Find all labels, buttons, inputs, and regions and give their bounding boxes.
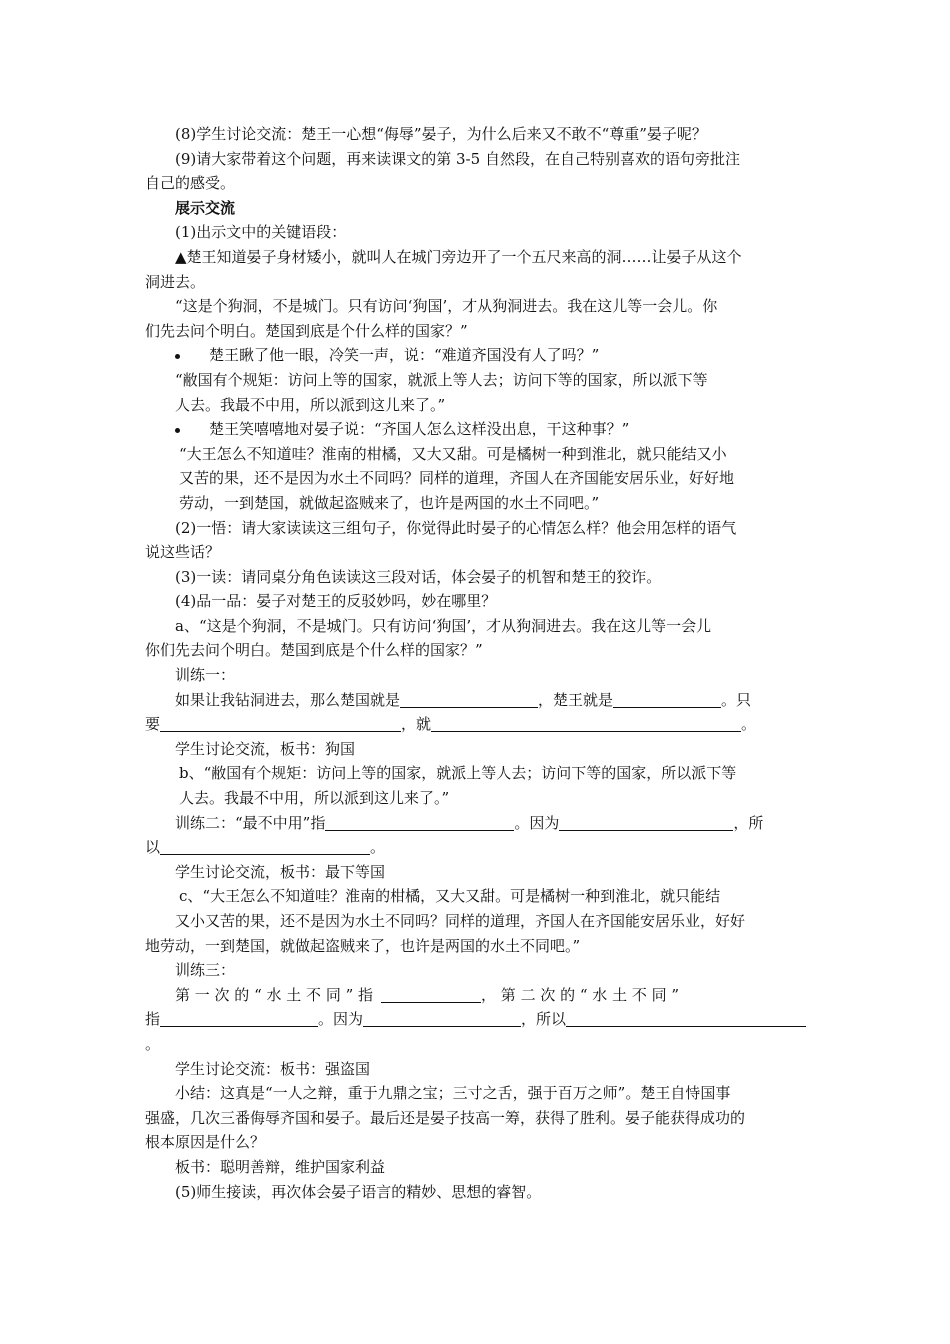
- paragraph-line: 。: [145, 1034, 161, 1053]
- quote-line: 又小又苦的果，还不是因为水土不同吗？同样的道理，齐国人在齐国能安居乐业，好好: [175, 912, 746, 930]
- bullet-item: 楚王笑嘻嘻地对晏子说：“齐国人怎么这样没出息，干这种事？”: [145, 417, 825, 442]
- summary-line: 根本原因是什么？: [145, 1133, 266, 1152]
- answer-blank[interactable]: [431, 715, 741, 732]
- paragraph-line: (5)师生接读，再次体会晏子语言的精妙、思想的睿智。: [175, 1182, 542, 1201]
- exercise-line: 如果让我钻洞进去，那么楚国就是 ，楚王就是 。只: [175, 690, 752, 709]
- board-note: 学生讨论交流，板书：最下等国: [175, 862, 386, 881]
- exercise-label: 训练一：: [175, 666, 236, 685]
- board-note: 学生讨论交流，板书：狗国: [175, 739, 356, 758]
- exercise-line: 指 。因为 ，所以: [145, 1007, 825, 1032]
- bullet-icon: [175, 428, 180, 433]
- document-page: [145, 122, 825, 1204]
- answer-blank[interactable]: [381, 986, 481, 1003]
- paragraph-line: (4)品一品：晏子对楚王的反驳妙吗，妙在哪里？: [175, 592, 497, 611]
- quote-line: “敝国有个规矩：访问上等的国家，就派上等人去；访问下等的国家，所以派下等: [175, 370, 708, 389]
- quote-line: 你们先去问个明白。楚国到底是个什么样的国家？”: [145, 641, 483, 660]
- paragraph-line: ▲楚王知道晏子身材矮小，就叫人在城门旁边开了一个五尺来高的洞……让晏子从这个: [175, 247, 742, 266]
- summary-line: 强盛，几次三番侮辱齐国和晏子。最后还是晏子技高一筹，获得了胜利。晏子能获得成功的: [145, 1108, 746, 1127]
- answer-blank[interactable]: [363, 1010, 521, 1027]
- quote-line: 又苦的果，还不是因为水土不同吗？同样的道理，齐国人在齐国能安居乐业，好好地: [179, 469, 735, 488]
- bullet-item: 楚王瞅了他一眼，冷笑一声，说：“难道齐国没有人了吗？”: [145, 343, 825, 368]
- answer-blank[interactable]: [613, 691, 721, 708]
- answer-blank[interactable]: [325, 814, 514, 831]
- paragraph-line: (8)学生讨论交流：楚王一心想“侮辱”晏子，为什么后来又不敢不“尊重”晏子呢？: [175, 125, 707, 143]
- exercise-line: 以 。: [145, 838, 386, 857]
- paragraph-line: (9)请大家带着这个问题，再来读课文的第 3-5 自然段，在自己特别喜欢的语句旁批注: [175, 149, 740, 168]
- paragraph-line: 说这些话？: [145, 543, 221, 562]
- quote-line: c、“大王怎么不知道哇？淮南的柑橘，又大又甜。可是橘树一种到淮北，就只能结: [179, 887, 721, 906]
- quote-line: 地劳动，一到楚国，就做起盗贼来了，也许是两国的水土不同吧。”: [145, 936, 581, 955]
- answer-blank[interactable]: [566, 1010, 806, 1027]
- bullet-icon: [175, 354, 180, 359]
- quote-line: 们先去问个明白。楚国到底是个什么样的国家？”: [145, 321, 468, 340]
- section-heading: 展示交流: [175, 198, 236, 217]
- exercise-line: 训练二：“最不中用”指 。因为 ，所: [175, 813, 764, 832]
- quote-line: 人去。我最不中用，所以派到这儿来了。”: [179, 789, 450, 808]
- answer-blank[interactable]: [160, 715, 401, 732]
- exercise-line: 第 一 次 的 “ 水 土 不 同 ” 指 ， 第 二 次 的 “ 水 土 不 同 ”: [175, 985, 680, 1004]
- board-note: 学生讨论交流：板书：强盗国: [175, 1059, 371, 1078]
- answer-blank[interactable]: [160, 838, 370, 855]
- exercise-line: 要 ，就 。: [145, 715, 757, 734]
- paragraph-line: 自己的感受。: [145, 174, 236, 193]
- paragraph-line: (1)出示文中的关键语段：: [175, 223, 347, 242]
- answer-blank[interactable]: [400, 691, 538, 708]
- exercise-label: 训练三：: [175, 961, 236, 980]
- board-note: 板书：聪明善辩，维护国家利益: [175, 1157, 386, 1176]
- quote-line: “这是个狗洞，不是城门。只有访问‘狗国’，才从狗洞进去。我在这儿等一会儿。你: [175, 297, 718, 316]
- paragraph-line: (3)一读：请同桌分角色读读这三段对话，体会晏子的机智和楚王的狡诈。: [175, 567, 662, 586]
- quote-line: b、“敝国有个规矩：访问上等的国家，就派上等人去；访问下等的国家，所以派下等: [179, 764, 737, 783]
- paragraph-line: (2)一悟：请大家读读这三组句子，你觉得此时晏子的心情怎么样？他会用怎样的语气: [175, 518, 737, 537]
- quote-line: a、“这是个狗洞，不是城门。只有访问‘狗国’，才从狗洞进去。我在这儿等一会儿: [175, 616, 712, 635]
- summary-line: 小结：这真是“一人之辩，重于九鼎之宝；三寸之舌，强于百万之师”。楚王自恃国事: [175, 1084, 731, 1103]
- paragraph-line: 洞进去。: [145, 272, 206, 291]
- quote-line: 劳动，一到楚国，就做起盗贼来了，也许是两国的水土不同吧。”: [179, 493, 600, 512]
- quote-line: 人去。我最不中用，所以派到这儿来了。”: [175, 395, 446, 414]
- answer-blank[interactable]: [559, 814, 733, 831]
- quote-line: “大王怎么不知道哇？淮南的柑橘，又大又甜。可是橘树一种到淮北，就只能结又小: [179, 444, 727, 463]
- answer-blank[interactable]: [160, 1010, 318, 1027]
